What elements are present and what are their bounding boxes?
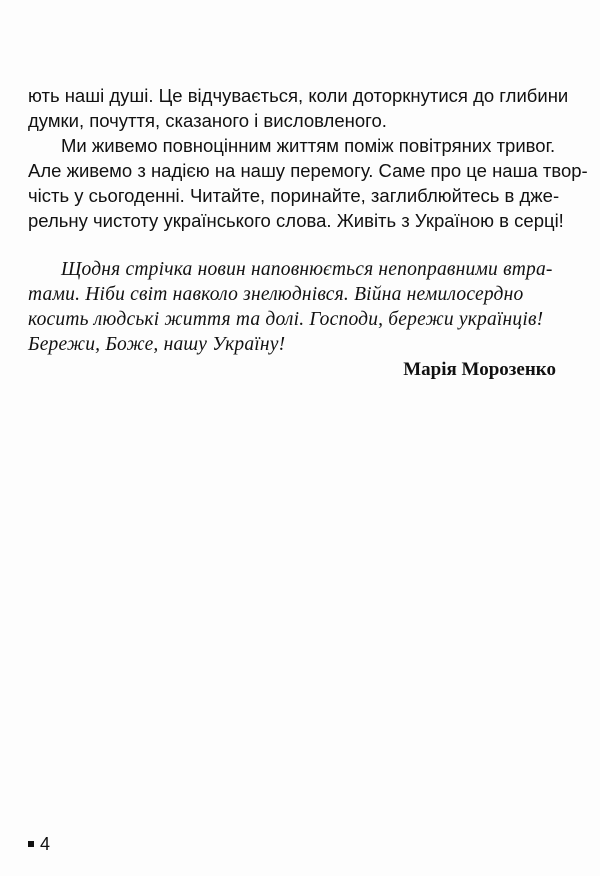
italic-paragraph-line-1: Щодня стрічка новин наповнюється непоправними втра-	[61, 259, 553, 280]
paragraph-1-line-1: ють наші душі. Це відчувається, коли доторкнутися до глибини	[28, 85, 569, 106]
paragraph-2-line-2: Але живемо з надією на нашу перемогу. Саме про це наша твор-	[28, 160, 588, 181]
paragraph-2-line-1: Ми живемо повноцінним життям поміж повітряних тривог.	[61, 135, 556, 156]
italic-paragraph-line-4: Бережи, Боже, нашу Україну!	[28, 334, 286, 355]
paragraph-2-line-3: чість у сьогоденні. Читайте, поринайте, заглиблюйтесь в дже-	[28, 185, 560, 206]
author-signature: Марія Морозенко	[403, 359, 556, 380]
italic-paragraph-line-3: косить людські життя та долі. Господи, бережи українців!	[28, 309, 544, 330]
paragraph-1-line-2: думки, почуття, сказаного і висловленого.	[28, 110, 387, 131]
page-number: 4	[40, 834, 51, 854]
page-footer	[28, 832, 50, 856]
italic-paragraph-line-2: тами. Ніби світ навколо знелюднівся. Війна немилосердно	[28, 284, 524, 305]
square-bullet-icon	[28, 841, 34, 847]
paragraph-2-line-4: рельну чистоту українського слова. Живіть з Україною в серці!	[28, 210, 564, 231]
